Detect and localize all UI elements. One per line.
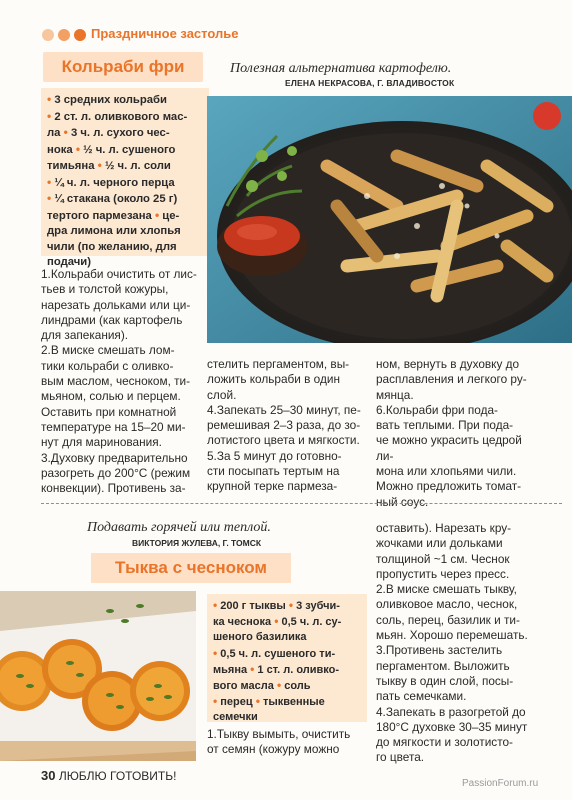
text-line: 180°С духовке 30–35 минут xyxy=(376,719,528,734)
recipe2-ingredients xyxy=(207,594,367,722)
ingredient-1: 3 средних кольраби xyxy=(54,94,167,106)
text-line: нарезать дольками или ци- xyxy=(41,297,191,312)
text-line: 4.Запекать 25–30 минут, пе- xyxy=(207,402,361,417)
text-line: пергаментом. Выложить xyxy=(376,658,510,673)
ingredient-3: 0,5 ч. л. су- xyxy=(281,616,342,629)
text-line: пать семечками. xyxy=(376,689,467,704)
text-line: крупной терке пармеза- xyxy=(207,479,338,494)
ingredient-3-cont: шеного базилика xyxy=(213,631,307,644)
ingredient-7-cont: тертого пармезана xyxy=(47,209,152,222)
ingredient-2: 3 зубчи- xyxy=(296,600,340,612)
recipe1-ingredients xyxy=(41,88,209,268)
text-line: 6.Кольраби фри пода- xyxy=(376,402,498,417)
section-title: Праздничное застолье xyxy=(91,26,239,41)
ingredient-2-cont: ка чеснока xyxy=(213,616,272,629)
ingredient-7: ¼ стакана (около 25 г) xyxy=(54,193,178,205)
recipe2-subtitle: Подавать горячей или теплой. xyxy=(87,520,271,535)
ingredient-8: тыквенные xyxy=(262,696,325,709)
text-line: ном, вернуть в духовку до xyxy=(376,357,520,371)
text-line: вым маслом, чесноком, ти- xyxy=(41,374,191,389)
recipe2-title: Тыква с чесноком xyxy=(115,558,267,577)
text-line: че можно украсить цедрой ли- xyxy=(376,433,522,463)
page-footer xyxy=(41,768,176,783)
kohlrabi-fries-photo xyxy=(207,96,572,343)
text-line: вать теплыми. При пода- xyxy=(376,418,514,433)
recipe1-author: ЕЛЕНА НЕКРАСОВА, Г. ВЛАДИВОСТОК xyxy=(285,78,455,88)
text-line: 1.Кольраби очистить от лис- xyxy=(41,267,197,281)
ingredient-4-cont: мьяна xyxy=(213,663,248,676)
text-line: слой. xyxy=(207,387,237,402)
text-line: ремешивая 2–3 раза, до зо- xyxy=(207,418,361,433)
ingredient-4: 0,5 ч. л. сушеного ти- xyxy=(220,647,336,660)
text-line: от семян (кожуру можно xyxy=(207,742,340,757)
text-line: 3.Противень застелить xyxy=(376,643,503,658)
ingredient-5: ½ ч. л. соли xyxy=(104,160,171,172)
text-line: температуре на 15–20 ми- xyxy=(41,419,186,434)
text-line: тыкву в один слой, посы- xyxy=(376,673,514,688)
ingredient-4: ½ ч. л. сушеного xyxy=(83,143,176,156)
text-line: расплавления и легкого ру- xyxy=(376,372,527,387)
text-line: оставить). Нарезать кру- xyxy=(376,521,512,535)
text-line: 2.В миске смешать лом- xyxy=(41,343,175,358)
ingredient-8-cont3: подачи) xyxy=(47,256,92,268)
text-line: для запекания). xyxy=(41,328,129,343)
recipe-separator xyxy=(41,503,562,504)
recipe2-steps-col1 xyxy=(207,727,367,758)
recipe1-subtitle: Полезная альтернатива картофелю. xyxy=(230,61,452,76)
ingredient-3: 3 ч. л. сухого чес- xyxy=(70,127,170,139)
text-line: до мягкости и золотисто- xyxy=(376,735,513,750)
ingredient-2: 2 ст. л. оливкового мас- xyxy=(54,110,188,123)
text-line: линдрами (как картофель xyxy=(41,312,183,327)
text-line: 2.В миске смешать тыкву, xyxy=(376,582,517,597)
text-line: лотистого цвета и мягкости. xyxy=(207,433,360,448)
dot-dark xyxy=(74,29,86,41)
text-line: 4.Запекать в разогретой до xyxy=(376,704,526,719)
dot-light xyxy=(42,29,54,41)
text-line: мьяном, солью и перцем. xyxy=(41,389,181,404)
pumpkin-illustration xyxy=(0,591,196,761)
text-line: соль, перец, базилик и ти- xyxy=(376,612,520,627)
recipe1-steps-col1 xyxy=(41,267,207,496)
recipe1-ingredients-text: • 3 средних кольраби • 2 ст. л. оливкового мас- ла • 3 ч. л. сухого чес- нока • ½ ч. л. сушеного тимьяна • ½ ч. л. соли • ¼ ч. л. черного перца • ¼ стакана (около 25 г) тертого пармезана • це- дра лимона или хлопья чили (по желанию, для подачи) xyxy=(47,92,188,268)
text-line: оливковое масло, чеснок, xyxy=(376,597,518,612)
magazine-name: ЛЮБЛЮ ГОТОВИТЬ! xyxy=(58,769,177,783)
recipe1-title: Кольраби фри xyxy=(61,57,185,76)
text-line: мьян. Хорошо перемешать. xyxy=(376,628,528,643)
pumpkin-photo xyxy=(0,591,196,761)
kohlrabi-fries-illustration xyxy=(207,96,572,343)
ingredient-8-cont: семечки xyxy=(213,711,258,724)
text-line: толщиной ~1 см. Чеснок xyxy=(376,551,510,566)
text-line: 3.Духовку предварительно xyxy=(41,450,188,465)
ingredient-4-cont: тимьяна xyxy=(47,160,95,172)
ingredient-5: 1 ст. л. оливко- xyxy=(257,663,340,676)
text-line: ный соус. xyxy=(376,494,429,509)
text-line: тьев и толстой кожуры, xyxy=(41,282,169,297)
watermark: PassionForum.ru xyxy=(462,778,539,789)
ingredient-3-cont: нока xyxy=(47,143,73,156)
page-number: 30 xyxy=(41,768,56,783)
text-line: мона или хлопьями чили. xyxy=(376,464,517,479)
text-line: го цвета. xyxy=(376,750,425,765)
text-line: стелить пергаментом, вы- xyxy=(207,357,350,371)
recipe1-steps-col3 xyxy=(376,357,538,510)
ingredient-1: 200 г тыквы xyxy=(220,600,286,612)
ingredient-7: перец xyxy=(220,696,253,709)
text-line: нут для маринования. xyxy=(41,435,162,450)
ingredient-8: це- xyxy=(162,209,180,222)
text-line: конвекции). Противень за- xyxy=(41,481,186,496)
ingredient-6: соль xyxy=(284,680,311,693)
text-line: жочками или дольками xyxy=(376,536,503,551)
text-line: ложить кольраби в один xyxy=(207,372,340,387)
ingredient-5-cont: вого масла xyxy=(213,680,274,693)
text-line: мянца. xyxy=(376,387,414,402)
text-line: Оставить при комнатной xyxy=(41,404,177,419)
recipe1-steps-col2 xyxy=(207,357,367,495)
text-line: сти посыпать тертым на xyxy=(207,464,340,479)
text-line: 5.За 5 минут до готовно- xyxy=(207,448,342,463)
recipe1-title-box xyxy=(43,52,203,82)
recipe2-title-box xyxy=(91,553,291,583)
ingredient-6: ¼ ч. л. черного перца xyxy=(54,176,175,189)
section-dots xyxy=(42,29,86,41)
dot-medium xyxy=(58,29,70,41)
recipe2-ingredients-text: • 200 г тыквы • 3 зубчи- ка чеснока • 0,5 ч. л. су- шеного базилика • 0,5 ч. л. сушеного ти- мьяна • 1 ст. л. оливко- вого масла • соль • перец • тыквенные семечки xyxy=(213,598,342,724)
ingredient-8-cont2: чили (по желанию, для xyxy=(47,240,177,253)
text-line: Можно предложить томат- xyxy=(376,479,522,494)
text-line: тики кольраби с оливко- xyxy=(41,358,174,373)
recipe2-steps-col2 xyxy=(376,521,538,766)
recipe2-author: ВИКТОРИЯ ЖУЛЕВА, Г. ТОМСК xyxy=(132,538,262,548)
ingredient-8-cont: дра лимона или хлопья xyxy=(47,225,181,237)
text-line: пропустить через пресс. xyxy=(376,566,510,581)
ingredient-2-cont: ла xyxy=(47,127,61,139)
text-line: 1.Тыкву вымыть, очистить xyxy=(207,727,351,741)
text-line: разогреть до 200°С (режим xyxy=(41,465,191,480)
